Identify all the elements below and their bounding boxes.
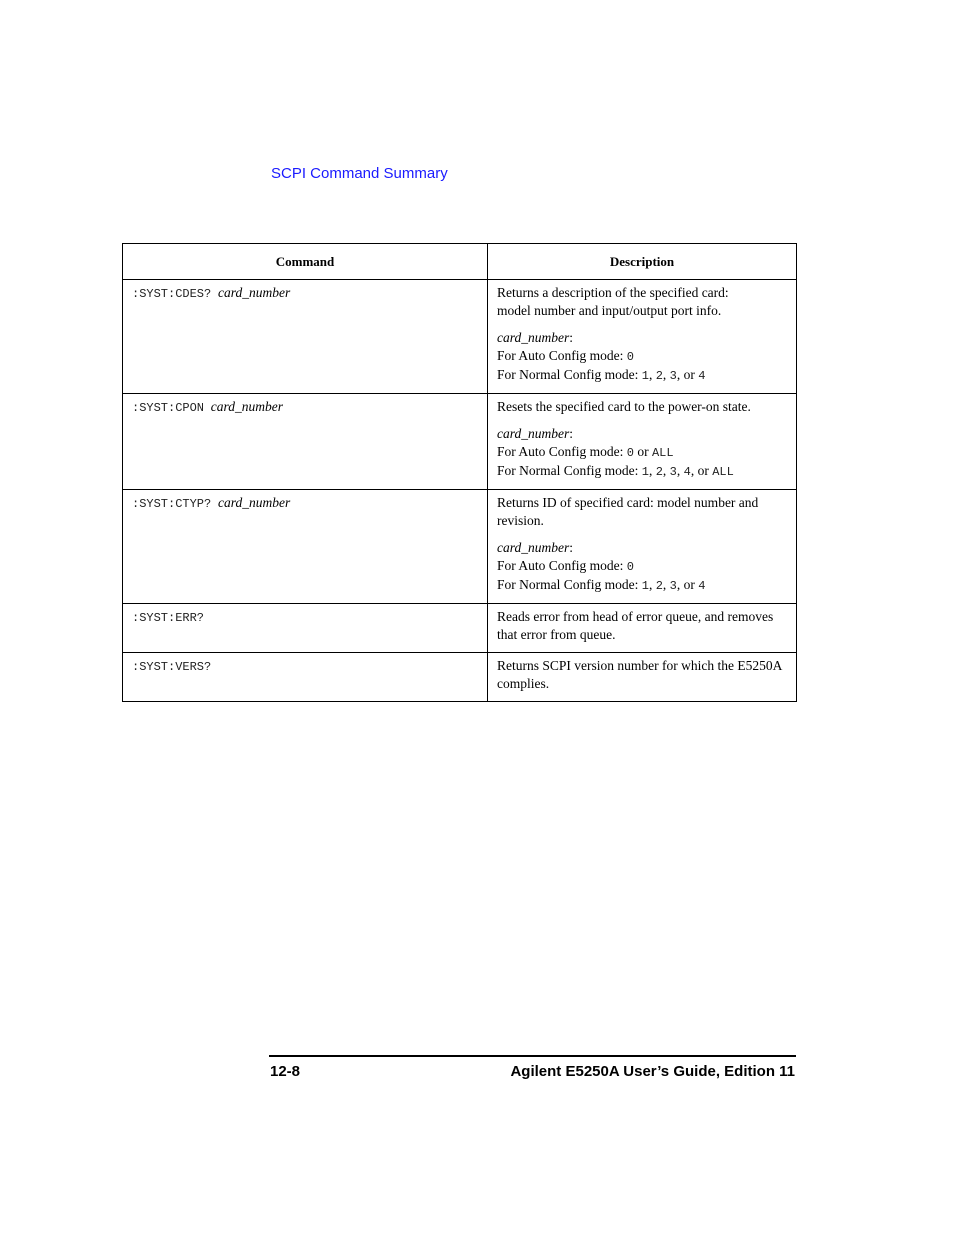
table-header-row xyxy=(123,244,797,280)
colon: : xyxy=(569,426,574,441)
value: 1 xyxy=(641,579,649,593)
command-cell xyxy=(123,653,488,702)
parameter-name: card_number xyxy=(497,540,570,555)
value: 0 xyxy=(626,350,634,364)
description-text: Returns SCPI version number for which the E5250A complies. xyxy=(497,658,782,691)
value: ALL xyxy=(651,446,674,460)
footer-divider xyxy=(269,1055,796,1057)
value: ALL xyxy=(712,465,734,479)
value: 2 xyxy=(655,579,663,593)
normal-mode-label: For Normal Config mode: xyxy=(497,463,642,478)
value: 2 xyxy=(655,465,663,479)
command-keyword: :SYST:CPON xyxy=(132,401,205,415)
command-cell xyxy=(123,394,488,490)
conjunction: or xyxy=(683,367,695,382)
description-cell xyxy=(488,394,797,490)
command-table xyxy=(122,243,797,702)
description-text: Returns ID of specified card: model number and revision. xyxy=(497,495,759,528)
command-keyword: :SYST:VERS? xyxy=(132,660,212,674)
command-argument: card_number xyxy=(210,399,284,414)
command-cell xyxy=(123,280,488,394)
auto-mode-label: For Auto Config mode: xyxy=(497,558,627,573)
page-number: 12-8 xyxy=(270,1063,301,1080)
parameter-name: card_number xyxy=(497,330,570,345)
command-cell xyxy=(123,604,488,653)
value: 1 xyxy=(641,369,649,383)
table-row xyxy=(123,394,797,490)
normal-mode-label: For Normal Config mode: xyxy=(497,367,642,382)
book-title: Agilent E5250A User’s Guide, Edition 11 xyxy=(510,1063,795,1080)
description-line: model number and input/output port info. xyxy=(497,303,722,318)
value: 4 xyxy=(698,369,706,383)
value: 1 xyxy=(641,465,649,479)
command-cell xyxy=(123,490,488,604)
value: 4 xyxy=(698,579,706,593)
parameter-name: card_number xyxy=(497,426,570,441)
column-header-command: Command xyxy=(123,244,488,280)
table-row xyxy=(123,490,797,604)
value: 0 xyxy=(626,560,634,574)
command-keyword: :SYST:CTYP? xyxy=(132,497,212,511)
parameter-block: card_number: For Auto Config mode: 0 For Normal Config mode: 1, 2, 3, or 4 xyxy=(497,540,706,593)
description-cell xyxy=(488,604,797,653)
description-cell xyxy=(488,490,797,604)
description-cell xyxy=(488,653,797,702)
value: 3 xyxy=(669,369,677,383)
conjunction: or xyxy=(637,444,649,459)
table-row xyxy=(123,280,797,394)
parameter-block: card_number: For Auto Config mode: 0 or ALL For Normal Config mode: 1, 2, 3, 4, or ALL xyxy=(497,426,734,479)
value: 3 xyxy=(669,579,677,593)
conjunction: or xyxy=(683,577,695,592)
description-text: Resets the specified card to the power-on state. xyxy=(497,399,751,414)
description-text xyxy=(497,284,787,320)
normal-mode-label: For Normal Config mode: xyxy=(497,577,642,592)
conjunction: or xyxy=(697,463,709,478)
parameter-block: card_number: For Auto Config mode: 0 For Normal Config mode: 1, 2, 3, or 4 xyxy=(497,330,706,383)
value: 0 xyxy=(626,446,634,460)
description-line: Returns a description of the specified card: xyxy=(497,285,729,300)
auto-mode-label: For Auto Config mode: xyxy=(497,348,627,363)
colon: : xyxy=(569,330,574,345)
command-argument: card_number xyxy=(217,495,291,510)
command-keyword: :SYST:CDES? xyxy=(132,287,212,301)
colon: : xyxy=(569,540,574,555)
description-text: Reads error from head of error queue, and removes that error from queue. xyxy=(497,609,774,642)
section-title: SCPI Command Summary xyxy=(271,165,448,182)
table-row xyxy=(123,604,797,653)
value: 3 xyxy=(669,465,677,479)
column-header-description: Description xyxy=(488,244,797,280)
command-argument: card_number xyxy=(217,285,291,300)
description-cell xyxy=(488,280,797,394)
value: 4 xyxy=(683,465,691,479)
auto-mode-label: For Auto Config mode: xyxy=(497,444,627,459)
table-row xyxy=(123,653,797,702)
command-keyword: :SYST:ERR? xyxy=(132,611,205,625)
value: 2 xyxy=(655,369,663,383)
